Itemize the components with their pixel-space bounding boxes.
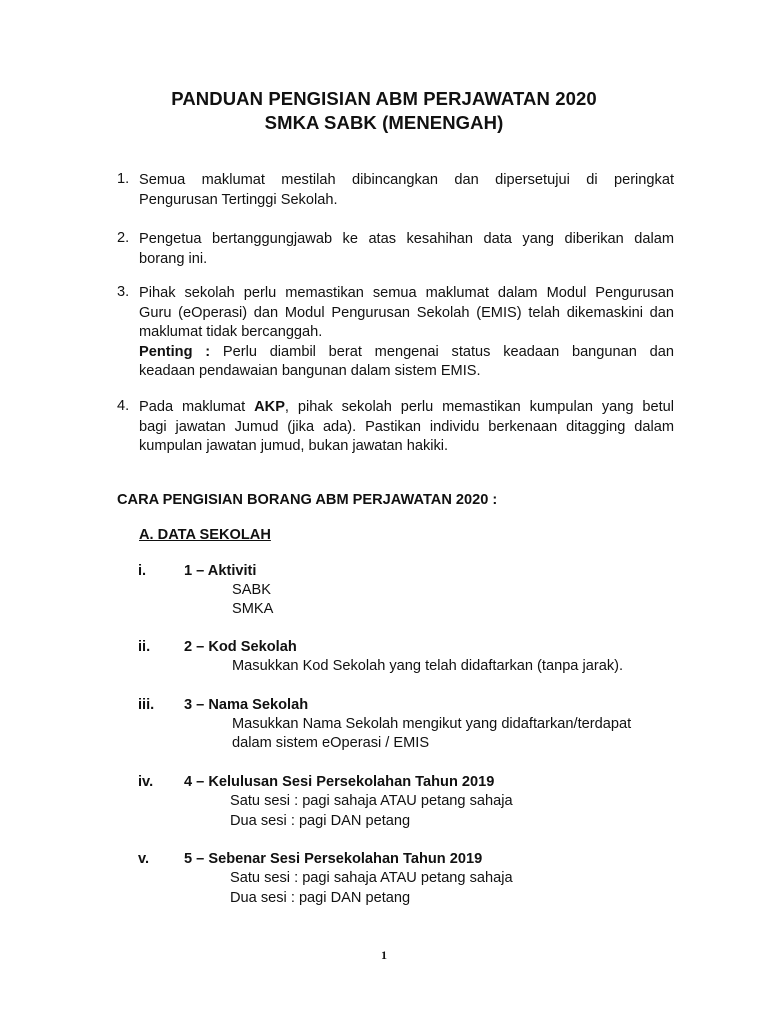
guideline-number: 2.	[117, 230, 130, 246]
guideline-4	[139, 398, 674, 457]
important-note-text: Perlu diambil berat mengenai status keadaan bangunan dan	[222, 343, 674, 360]
guideline-line: bagi jawatan Jumud (jika ada). Pastikan individu berkenaan ditagging dalam	[139, 418, 674, 435]
important-note-label: Penting :	[139, 343, 211, 360]
document-subtitle: SMKA SABK (MENENGAH)	[264, 112, 504, 133]
guideline-number: 3.	[117, 284, 130, 300]
item-detail: SMKA	[232, 601, 274, 617]
guideline-line: keadaan pendawaian bangunan dalam sistem EMIS.	[139, 363, 481, 379]
important-note	[139, 343, 674, 363]
item-detail: Satu sesi : pagi sahaja ATAU petang sahaja	[230, 870, 513, 886]
guideline-line: kumpulan jawatan jumud, bukan jawatan hakiki.	[139, 438, 449, 454]
guideline-line: Pengetua bertanggungjawab ke atas kesahihan data yang diberikan dalam	[139, 231, 674, 247]
item-roman: iv.	[138, 774, 154, 790]
item-detail: dalam sistem eOperasi / EMIS	[232, 735, 430, 751]
item-roman: ii.	[138, 639, 151, 655]
item-detail: Dua sesi : pagi DAN petang	[230, 813, 411, 829]
item-detail: SABK	[232, 582, 271, 598]
item-title: 1 – Aktiviti	[184, 563, 257, 579]
guideline-line: Pengurusan Tertinggi Sekolah.	[139, 191, 338, 208]
guideline-text: Pada maklumat	[139, 399, 246, 415]
item-title: 5 – Sebenar Sesi Persekolahan Tahun 2019	[184, 851, 483, 867]
guideline-line: maklumat tidak bercanggah.	[139, 324, 323, 340]
section-heading: CARA PENGISIAN BORANG ABM PERJAWATAN 2020 :	[117, 492, 498, 508]
item-title: 2 – Kod Sekolah	[184, 639, 297, 655]
item-title: 4 – Kelulusan Sesi Persekolahan Tahun 2019	[184, 774, 495, 790]
item-roman: v.	[138, 851, 150, 867]
guideline-3	[139, 284, 674, 382]
item-detail: Masukkan Kod Sekolah yang telah didaftarkan (tanpa jarak).	[232, 658, 624, 674]
item-detail: Dua sesi : pagi DAN petang	[230, 890, 411, 906]
guideline-line	[139, 398, 674, 418]
guideline-2	[139, 230, 674, 269]
item-roman: iii.	[138, 697, 155, 713]
guideline-line: Semua maklumat mestilah dibincangkan dan dipersetujui di peringkat	[139, 172, 674, 188]
sub-heading: A. DATA SEKOLAH	[139, 527, 271, 543]
guideline-number: 1.	[117, 171, 130, 187]
guideline-text: , pihak sekolah perlu memastikan kumpulan yang betul	[284, 399, 674, 415]
item-title: 3 – Nama Sekolah	[184, 697, 309, 713]
akp-keyword: AKP	[254, 399, 285, 415]
guideline-line: borang ini.	[139, 250, 208, 267]
item-detail: Satu sesi : pagi sahaja ATAU petang sahaja	[230, 793, 513, 809]
guideline-1	[139, 171, 674, 210]
page-number: 1	[381, 948, 387, 962]
document-title: PANDUAN PENGISIAN ABM PERJAWATAN 2020	[171, 88, 597, 109]
guideline-line: Pihak sekolah perlu memastikan semua maklumat dalam Modul Pengurusan	[139, 285, 674, 301]
item-roman: i.	[138, 563, 147, 579]
guideline-number: 4.	[117, 398, 130, 414]
guideline-line: Guru (eOperasi) dan Modul Pengurusan Sekolah (EMIS) telah dikemaskini dan	[139, 304, 674, 321]
item-detail: Masukkan Nama Sekolah mengikut yang didaftarkan/terdapat	[232, 716, 632, 732]
